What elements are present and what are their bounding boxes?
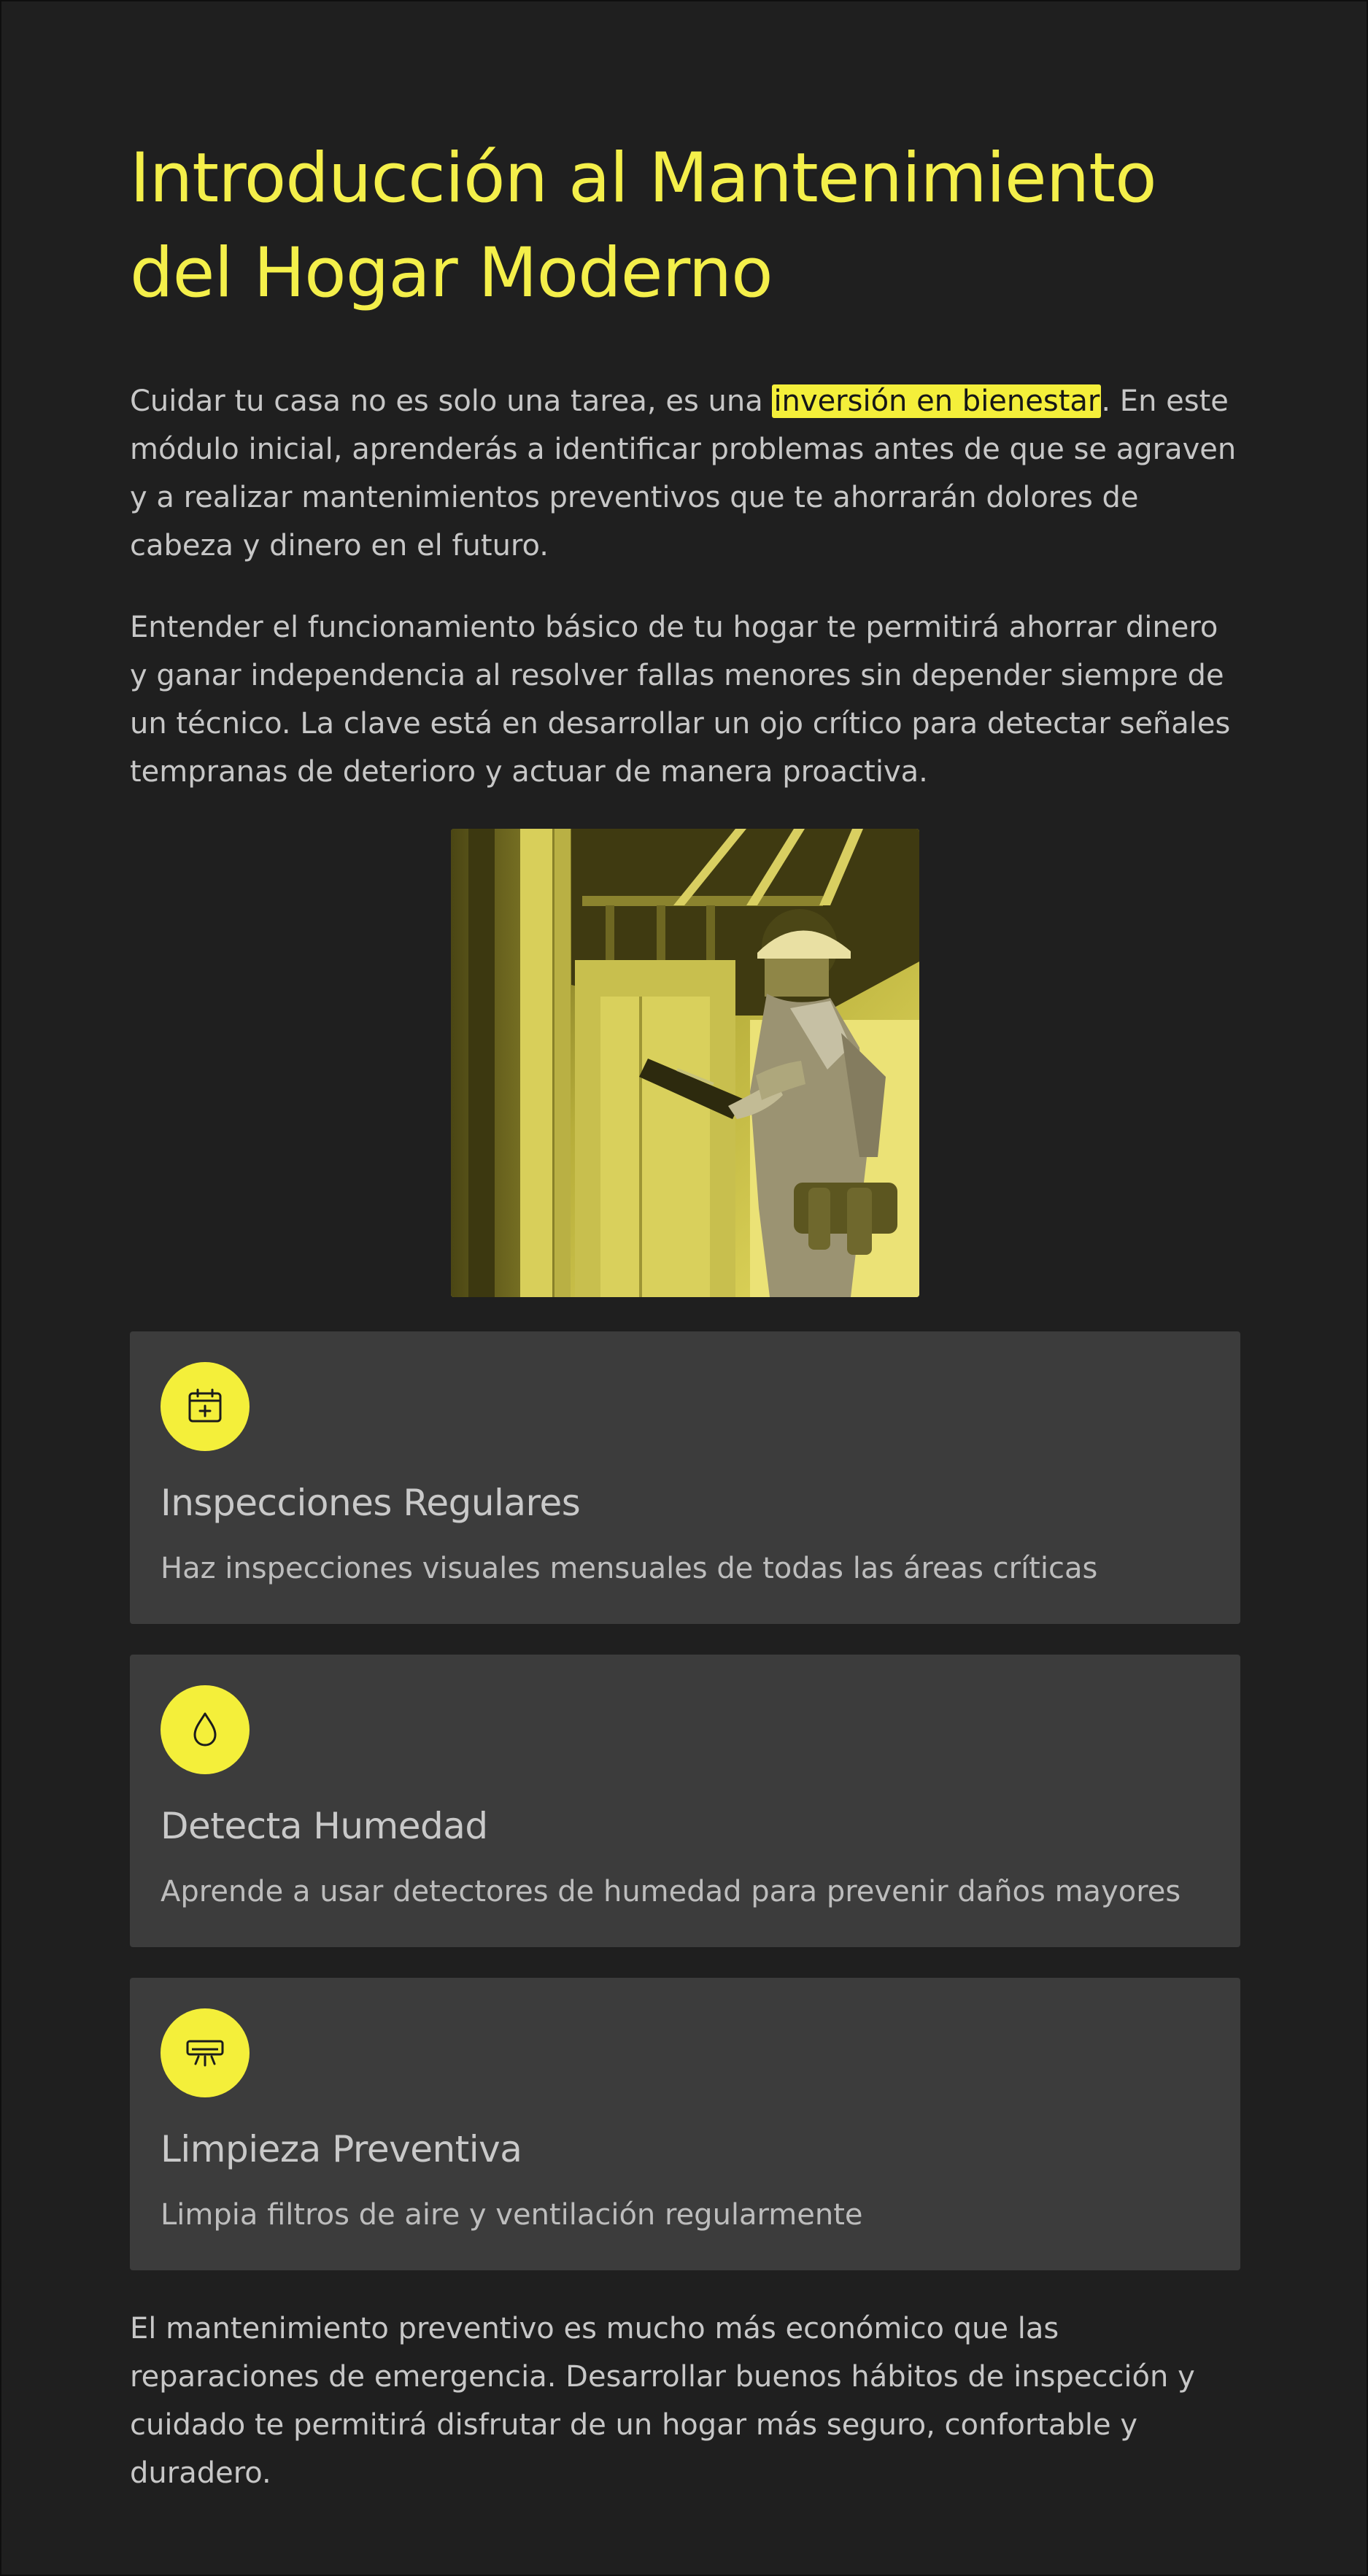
- page-title: Introducción al Mantenimiento del Hogar Moderno: [130, 139, 1156, 313]
- droplet-icon: [161, 1685, 250, 1774]
- worker-inspection-image: [451, 829, 919, 1297]
- calendar-plus-icon: [161, 1362, 250, 1451]
- tip-card-inspections: [130, 1331, 1240, 1624]
- card-description: Limpia filtros de aire y ventilación regularmente: [161, 2198, 863, 2232]
- intro-paragraph: [130, 377, 1240, 570]
- card-description: Aprende a usar detectores de humedad para prevenir daños mayores: [161, 1875, 1181, 1908]
- card-description: Haz inspecciones visuales mensuales de todas las áreas críticas: [161, 1552, 1098, 1585]
- lesson-page: [1, 1, 1367, 2575]
- card-title: Detecta Humedad: [161, 1805, 488, 1847]
- card-title: Inspecciones Regulares: [161, 1482, 581, 1524]
- tip-card-humidity: [130, 1655, 1240, 1947]
- air-conditioner-icon: [161, 2008, 250, 2097]
- closing-paragraph: El mantenimiento preventivo es mucho más económico que las reparaciones de emergencia. Desarrollar buenos hábitos de inspección y cuidado te permitirá disfrutar de un hogar más seguro, confortable y duradero.: [130, 2312, 1195, 2490]
- highlighted-phrase: inversión en bienestar: [773, 384, 1100, 418]
- intro-text-end: . En este módulo inicial, aprenderás a identificar problemas antes de que se agraven y a realizar mantenimientos preventivos que te ahorrarán dolores de cabeza y dinero en el futuro.: [130, 384, 1237, 562]
- tip-card-cleaning: [130, 1978, 1240, 2270]
- card-title: Limpieza Preventiva: [161, 2128, 522, 2170]
- second-paragraph: Entender el funcionamiento básico de tu hogar te permitirá ahorrar dinero y ganar independencia al resolver fallas menores sin depender siempre de un técnico. La clave está en desarrollar un ojo crítico para detectar señales tempranas de deterioro y actuar de manera proactiva.: [130, 611, 1231, 789]
- intro-text-start: Cuidar tu casa no es solo una tarea, es una: [130, 384, 773, 418]
